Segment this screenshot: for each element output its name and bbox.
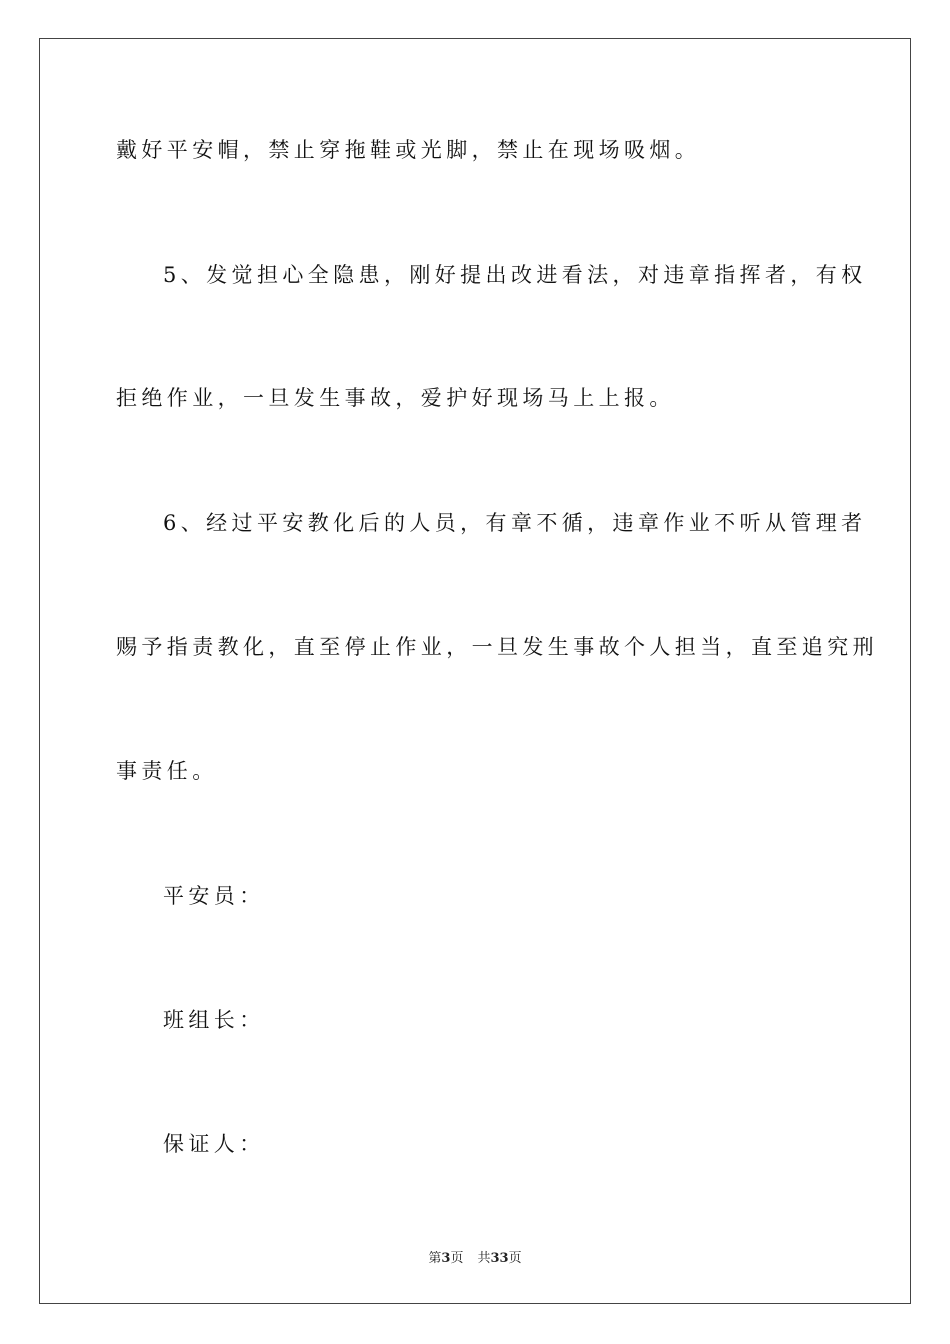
page-prefix: 第	[428, 1251, 442, 1266]
team-leader-label: 班组长：	[163, 1008, 265, 1032]
paragraph-line-2: 5、发觉担心全隐患，刚好提出改进看法，对违章指挥者，有权	[163, 263, 867, 287]
paragraph-line-6: 事责任。	[116, 759, 218, 783]
page-suffix: 页	[450, 1251, 464, 1266]
total-suffix: 页	[508, 1251, 522, 1266]
page-border	[39, 38, 911, 1304]
paragraph-line-4: 6、经过平安教化后的人员，有章不循，违章作业不听从管理者	[163, 511, 867, 535]
paragraph-line-1: 戴好平安帽，禁止穿拖鞋或光脚，禁止在现场吸烟。	[116, 138, 701, 162]
guarantor-label: 保证人：	[163, 1132, 265, 1156]
paragraph-line-5: 赐予指责教化，直至停止作业，一旦发生事故个人担当，直至追究刑	[116, 635, 878, 659]
total-prefix: 共	[477, 1251, 491, 1266]
safety-officer-label: 平安员：	[163, 884, 265, 908]
page-footer	[0, 1247, 950, 1266]
paragraph-line-3: 拒绝作业，一旦发生事故，爱护好现场马上上报。	[116, 386, 675, 410]
total-pages: 33	[490, 1251, 509, 1266]
page-number: 3	[441, 1251, 451, 1266]
